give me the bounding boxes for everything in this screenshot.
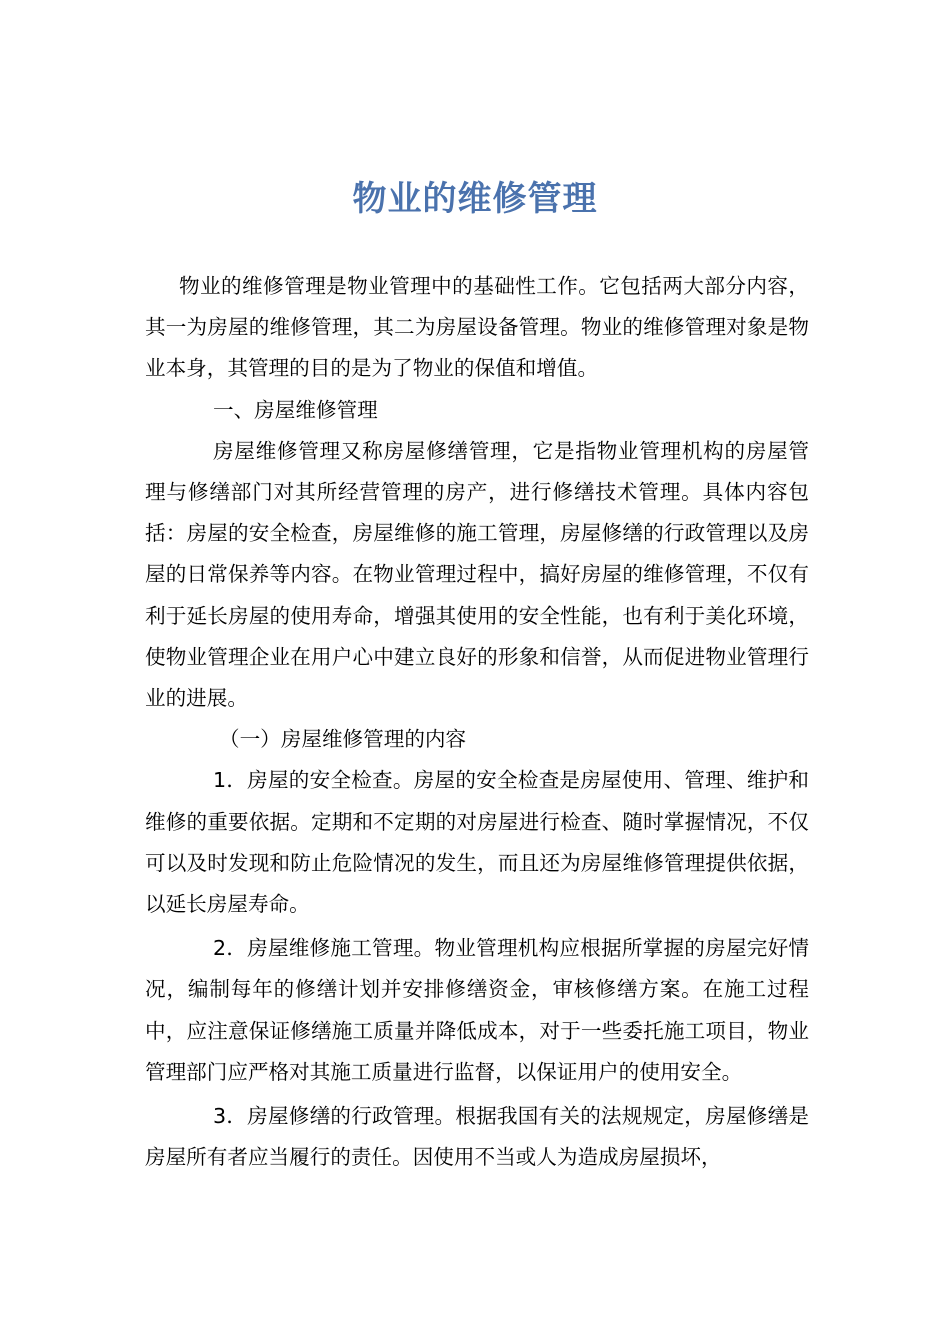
section-1-paragraph: 房屋维修管理又称房屋修缮管理，它是指物业管理机构的房屋管理与修缮部门对其所经营管理的房产，进行修缮技术管理。具体内容包括：房屋的安全检查，房屋维修的施工管理，房屋修缮的行政管理以及房屋的日常保养等内容。在物业管理过程中，搞好房屋的维修管理，不仅有利于延长房屋的使用寿命，增强其使用的安全性能，也有利于美化环境，使物业管理企业在用户心中建立良好的形象和信誉，从而促进物业管理行业的进展。 — [145, 438, 809, 711]
section-heading-1: 一、房屋维修管理 — [213, 397, 378, 422]
intro-paragraph: 物业的维修管理是物业管理中的基础性工作。它包括两大部分内容，其一为房屋的维修管理，其二为房屋设备管理。物业的维修管理对象是物业本身，其管理的目的是为了物业的保值和增值。 — [145, 274, 809, 381]
document-body — [145, 266, 809, 1178]
item-3-paragraph: 3．房屋修缮的行政管理。根据我国有关的法规规定，房屋修缮是房屋所有者应当履行的责任。因使用不当或人为造成房屋损坏， — [145, 1104, 809, 1170]
item-1-paragraph: 1．房屋的安全检查。房屋的安全检查是房屋使用、管理、维护和维修的重要依据。定期和不定期的对房屋进行检查、随时掌握情况，不仅可以及时发现和防止危险情况的发生，而且还为房屋维修管理提供依据，以延长房屋寿命。 — [145, 768, 809, 917]
document-title: 物业的维修管理 — [352, 179, 598, 219]
subsection-heading-1: （一）房屋维修管理的内容 — [219, 727, 467, 752]
item-2-paragraph: 2．房屋维修施工管理。物业管理机构应根据所掌握的房屋完好情况，编制每年的修缮计划并安排修缮资金，审核修缮方案。在施工过程中，应注意保证修缮施工质量并降低成本，对于一些委托施工项目，物业管理部门应严格对其施工质量进行监督，以保证用户的使用安全。 — [145, 936, 809, 1084]
